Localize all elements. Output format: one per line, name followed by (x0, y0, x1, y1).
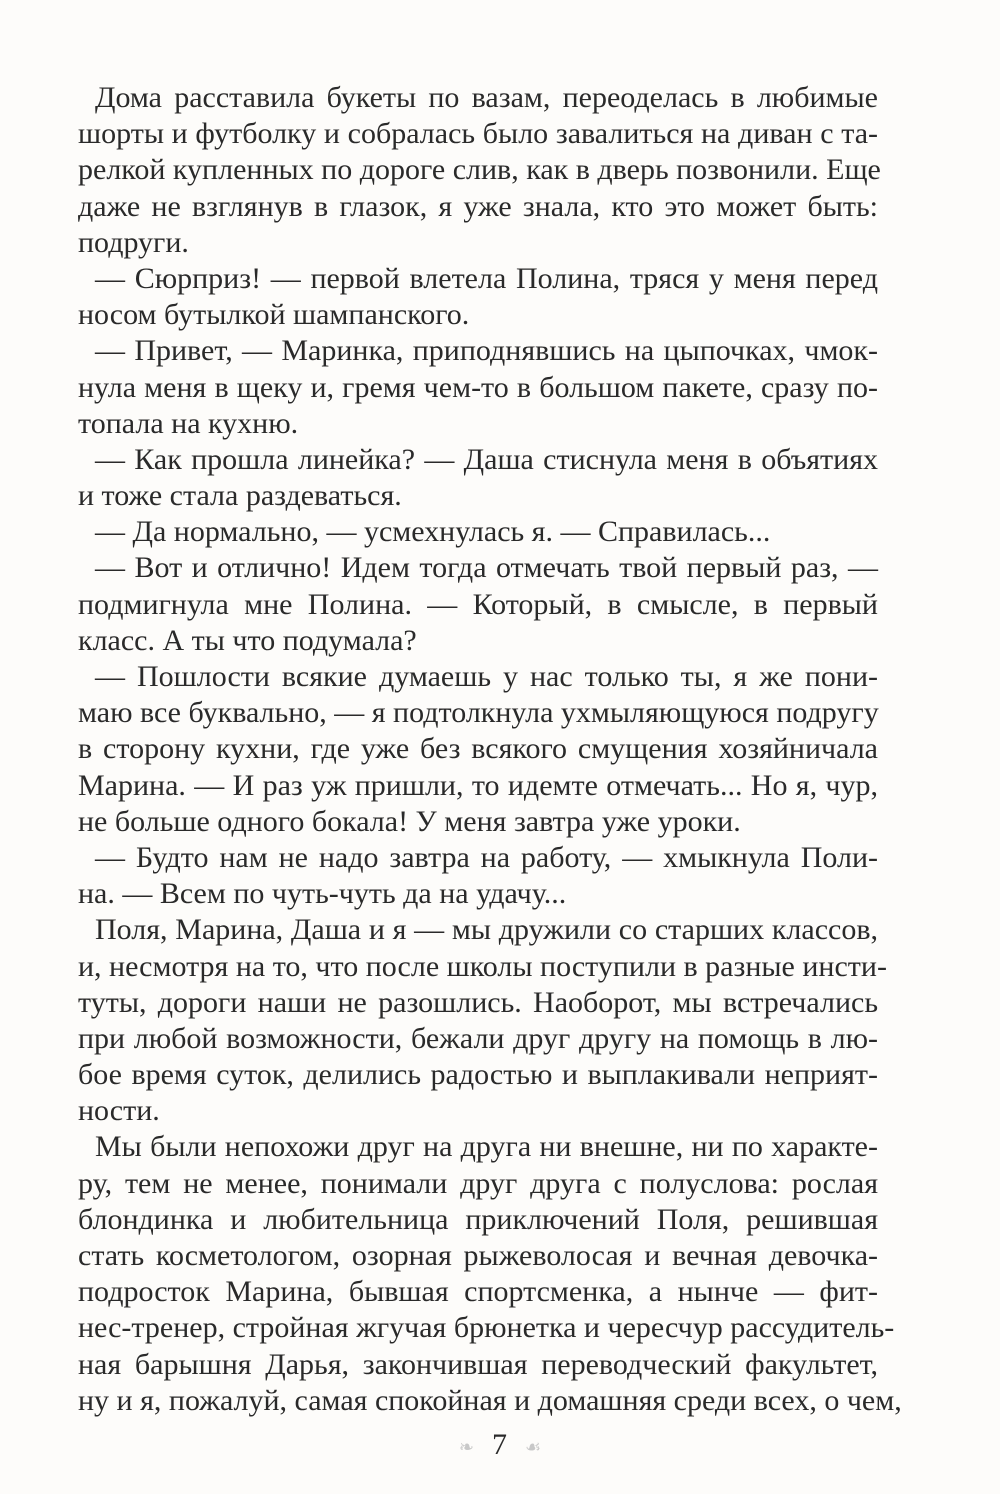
text-line: ности. (78, 1094, 160, 1128)
text-line: класс. А ты что подумала? (78, 623, 417, 657)
text-line: даже не взглянув в глазок, я уже знала, кто это может быть: (78, 189, 878, 223)
text-line: и, несмотря на то, что после школы поступили в разные инсти- (78, 949, 887, 983)
text-line: Дома расставила букеты по вазам, переоделась в любимые (95, 81, 878, 114)
text-line: не больше одного бокала! У меня завтра уже уроки. (78, 804, 741, 838)
text-line: — Сюрприз! — первой влетела Полина, тряся у меня перед (95, 261, 878, 295)
text-line: ну и я, пожалуй, самая спокойная и домашняя среди всех, о чем, (78, 1383, 902, 1417)
text-line: топала на кухню. (78, 406, 299, 440)
text-line: и тоже стала раздеваться. (78, 479, 402, 513)
text-line: подмигнула мне Полина. — Который, в смысле, в первый (78, 587, 878, 621)
text-line: носом бутылкой шампанского. (78, 298, 470, 332)
text-line: Мы были непохожи друг на друга ни внешне, ни по характе- (95, 1130, 878, 1164)
text-line: подруги. (78, 225, 189, 259)
text-line: ная барышня Дарья, закончившая переводческий факультет, (78, 1347, 878, 1381)
text-line: стать косметологом, озорная рыжеволосая и вечная девочка- (78, 1239, 878, 1272)
text-line: — Как прошла линейка? — Даша стиснула меня в объятиях (95, 442, 878, 476)
text-line: релкой купленных по дороге слив, как в дверь позвонили. Еще (78, 153, 881, 187)
text-line: — Будто нам не надо завтра на работу, — хмыкнула Поли- (95, 840, 878, 874)
text-line: бое время суток, делились радостью и выплакивали неприят- (78, 1058, 878, 1092)
text-line: шорты и футболку и собралась было завалиться на диван с та- (78, 117, 878, 151)
text-line: — Да нормально, — усмехнулась я. — Справилась... (95, 515, 771, 549)
text-line: — Вот и отлично! Идем тогда отмечать твой первый раз, — (95, 551, 878, 585)
text-line: Поля, Марина, Даша и я — мы дружили со старших классов, (95, 913, 878, 947)
text-line: — Пошлости всякие думаешь у нас только ты, я же пони- (95, 660, 878, 693)
text-line: в сторону кухни, где уже без всякого смущения хозяйничала (78, 732, 878, 766)
text-line: блондинка и любительница приключений Поля, решившая (78, 1202, 878, 1236)
text-line: — Привет, — Маринка, приподнявшись на цыпочках, чмок- (95, 334, 878, 368)
text-line: на. — Всем по чуть-чуть да на удачу... (78, 877, 567, 911)
page-number: 7 (491, 1428, 507, 1461)
text-line: ру, тем не менее, понимали друг друга с полуслова: рослая (78, 1166, 878, 1200)
page-number-footer (0, 1428, 1000, 1462)
text-line: туты, дороги наши не разошлись. Наоборот, мы встречались (78, 985, 878, 1019)
ornament-left-icon: ❧ (458, 1436, 474, 1457)
text-line: нес-тренер, стройная жгучая брюнетка и чересчур рассудитель- (78, 1311, 895, 1345)
text-line: подросток Марина, бывшая спортсменка, а нынче — фит- (78, 1275, 878, 1309)
ornament-right-icon: ☙ (524, 1436, 542, 1457)
text-line: маю все буквально, — я подтолкнула ухмыляющуюся подругу (78, 696, 879, 730)
text-line: при любой возможности, бежали друг другу на помощь в лю- (78, 1021, 878, 1055)
body-text (78, 80, 902, 1419)
text-line: Марина. — И раз уж пришли, то идемте отмечать... Но я, чур, (78, 768, 878, 802)
text-line: нула меня в щеку и, гремя чем-то в большом пакете, сразу по- (78, 370, 878, 404)
